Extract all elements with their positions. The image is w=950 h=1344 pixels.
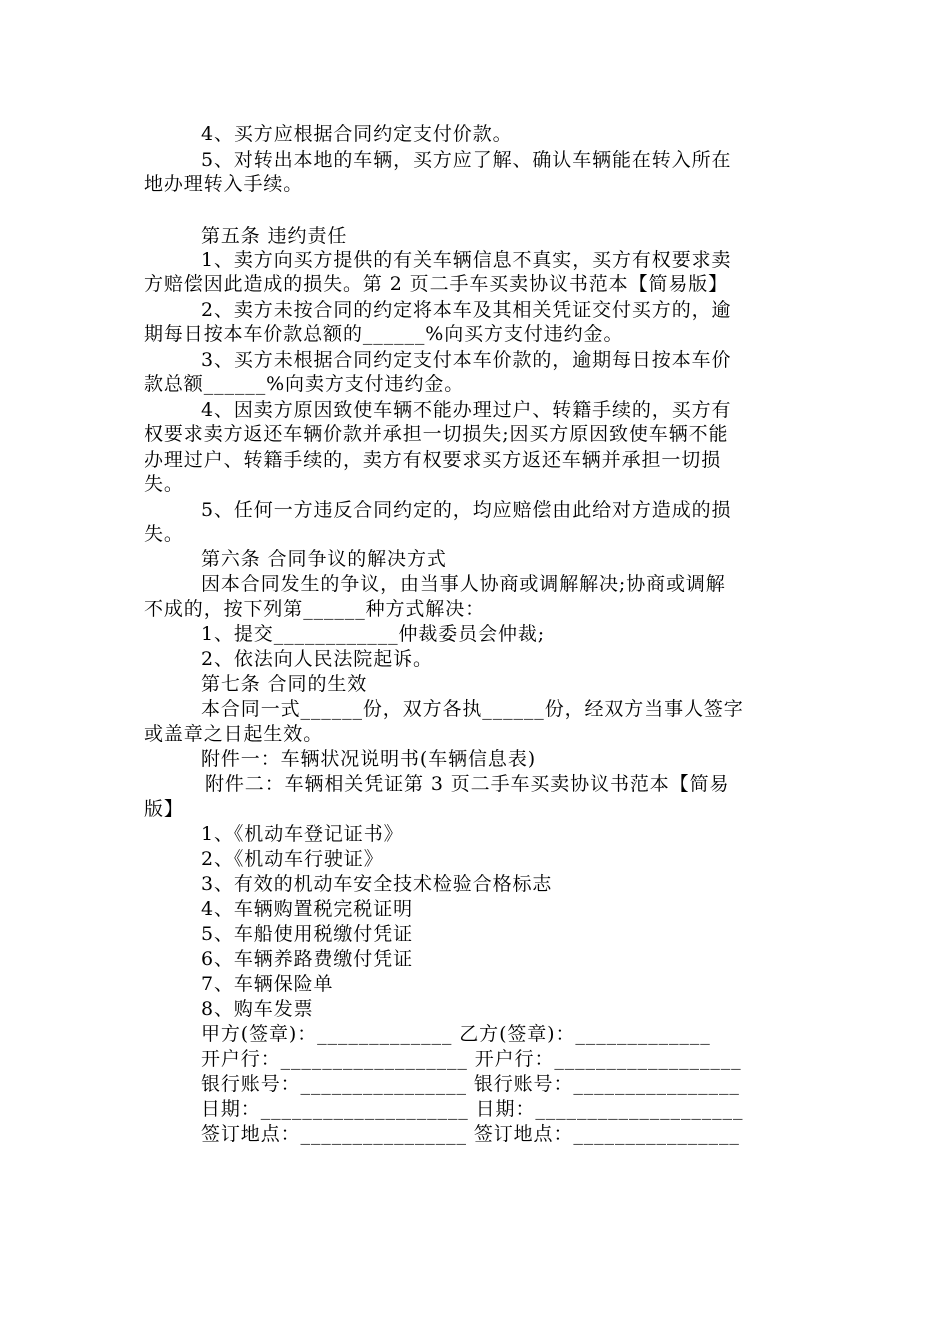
- text-line: [0, 248, 950, 273]
- text-line-content: 1、《机动车登记证书》: [201, 823, 404, 845]
- text-line-content: 地办理转入手续。: [144, 173, 304, 195]
- text-line: [0, 298, 950, 323]
- text-line: [0, 772, 950, 797]
- text-line-content: 权要求卖方返还车辆价款并承担一切损失;因买方原因致使车辆不能: [144, 423, 729, 445]
- text-line-content: 银行账号：________________ 银行账号：________________: [201, 1073, 740, 1095]
- text-line-content: 3、有效的机动车安全技术检验合格标志: [201, 873, 553, 895]
- text-line-content: 不成的，按下列第______种方式解决：: [144, 598, 486, 620]
- text-line-content: 3、买方未根据合同约定支付本车价款的，逾期每日按本车价: [201, 349, 732, 371]
- text-line: [0, 148, 950, 173]
- text-line: [0, 398, 950, 423]
- text-line: [0, 947, 950, 972]
- text-line: [0, 272, 950, 297]
- text-line: [0, 872, 950, 897]
- text-line-content: 1、卖方向买方提供的有关车辆信息不真实，买方有权要求卖: [201, 249, 732, 271]
- text-line-content: 办理过户、转籍手续的，卖方有权要求买方返还车辆并承担一切损: [144, 449, 722, 471]
- text-line: [0, 622, 950, 647]
- text-line: [0, 697, 950, 722]
- text-line-content: 8、购车发票: [201, 998, 314, 1020]
- text-line: [0, 972, 950, 997]
- text-line-content: 期每日按本车价款总额的______%向买方支付违约金。: [144, 323, 624, 345]
- text-line: [0, 597, 950, 622]
- text-line-content: 5、任何一方违反合同约定的，均应赔偿由此给对方造成的损: [201, 499, 732, 521]
- text-line-content: 附件二：车辆相关凭证第 3 页二手车买卖协议书范本【简易: [205, 773, 730, 795]
- text-line: [0, 1097, 950, 1122]
- text-line-content: 签订地点：________________ 签订地点：________________: [201, 1123, 740, 1145]
- text-line: [0, 647, 950, 672]
- text-line-content: 开户行：__________________ 开户行：__________________: [201, 1048, 742, 1070]
- text-line-content: 款总额______%向卖方支付违约金。: [144, 373, 465, 395]
- text-line: [0, 1072, 950, 1097]
- text-line-content: 失。: [144, 523, 184, 545]
- text-line-content: 方赔偿因此造成的损失。第 2 页二手车买卖协议书范本【简易版】: [144, 273, 729, 295]
- text-line: [0, 1022, 950, 1047]
- text-line-content: 7、车辆保险单: [201, 973, 334, 995]
- text-line-content: 4、因卖方原因致使车辆不能办理过户、转籍手续的，买方有: [201, 399, 732, 421]
- text-line-content: 2、卖方未按合同的约定将本车及其相关凭证交付买方的，逾: [201, 299, 732, 321]
- text-line: [0, 322, 950, 347]
- text-line: [0, 922, 950, 947]
- text-line: [0, 572, 950, 597]
- text-line: [0, 348, 950, 373]
- text-line-content: 版】: [144, 798, 184, 820]
- text-line: [0, 897, 950, 922]
- text-line-content: 第七条 合同的生效: [201, 673, 368, 695]
- text-line: [0, 1122, 950, 1147]
- text-line: [0, 122, 950, 147]
- text-line: [0, 498, 950, 523]
- text-line-content: 2、依法向人民法院起诉。: [201, 648, 433, 670]
- text-line: [0, 847, 950, 872]
- text-line-content: 6、车辆养路费缴付凭证: [201, 948, 413, 970]
- text-line-content: 第六条 合同争议的解决方式: [201, 548, 447, 570]
- text-line: [0, 448, 950, 473]
- text-line: [0, 672, 950, 697]
- text-line: [0, 172, 950, 197]
- text-line-content: 因本合同发生的争议，由当事人协商或调解解决;协商或调解: [201, 573, 726, 595]
- text-line-content: 本合同一式______份，双方各执______份，经双方当事人签字: [201, 698, 744, 720]
- text-line: [0, 747, 950, 772]
- text-line: [0, 1047, 950, 1072]
- text-line-content: 失。: [144, 473, 184, 495]
- text-line-content: 甲方(签章)：_____________ 乙方(签章)：_____________: [201, 1023, 711, 1045]
- text-line: [0, 224, 950, 249]
- text-line-content: 附件一：车辆状况说明书(车辆信息表): [201, 748, 537, 770]
- text-line: [0, 822, 950, 847]
- text-line: [0, 997, 950, 1022]
- text-line: [0, 547, 950, 572]
- text-line: [0, 472, 950, 497]
- text-line-content: 5、车船使用税缴付凭证: [201, 923, 413, 945]
- text-line-content: 4、买方应根据合同约定支付价款。: [201, 123, 513, 145]
- text-line-content: 或盖章之日起生效。: [144, 723, 324, 745]
- text-line-content: 1、提交____________仲裁委员会仲裁;: [201, 623, 546, 645]
- text-line-content: 4、车辆购置税完税证明: [201, 898, 413, 920]
- text-line: [0, 722, 950, 747]
- text-line-content: 日期：____________________ 日期：____________________: [201, 1098, 744, 1120]
- text-line: [0, 372, 950, 397]
- text-line: [0, 522, 950, 547]
- text-line: [0, 422, 950, 447]
- text-line-content: 2、《机动车行驶证》: [201, 848, 384, 870]
- text-line: [0, 797, 950, 822]
- text-line-content: 5、对转出本地的车辆，买方应了解、确认车辆能在转入所在: [201, 149, 732, 171]
- text-line-content: 第五条 违约责任: [201, 225, 348, 247]
